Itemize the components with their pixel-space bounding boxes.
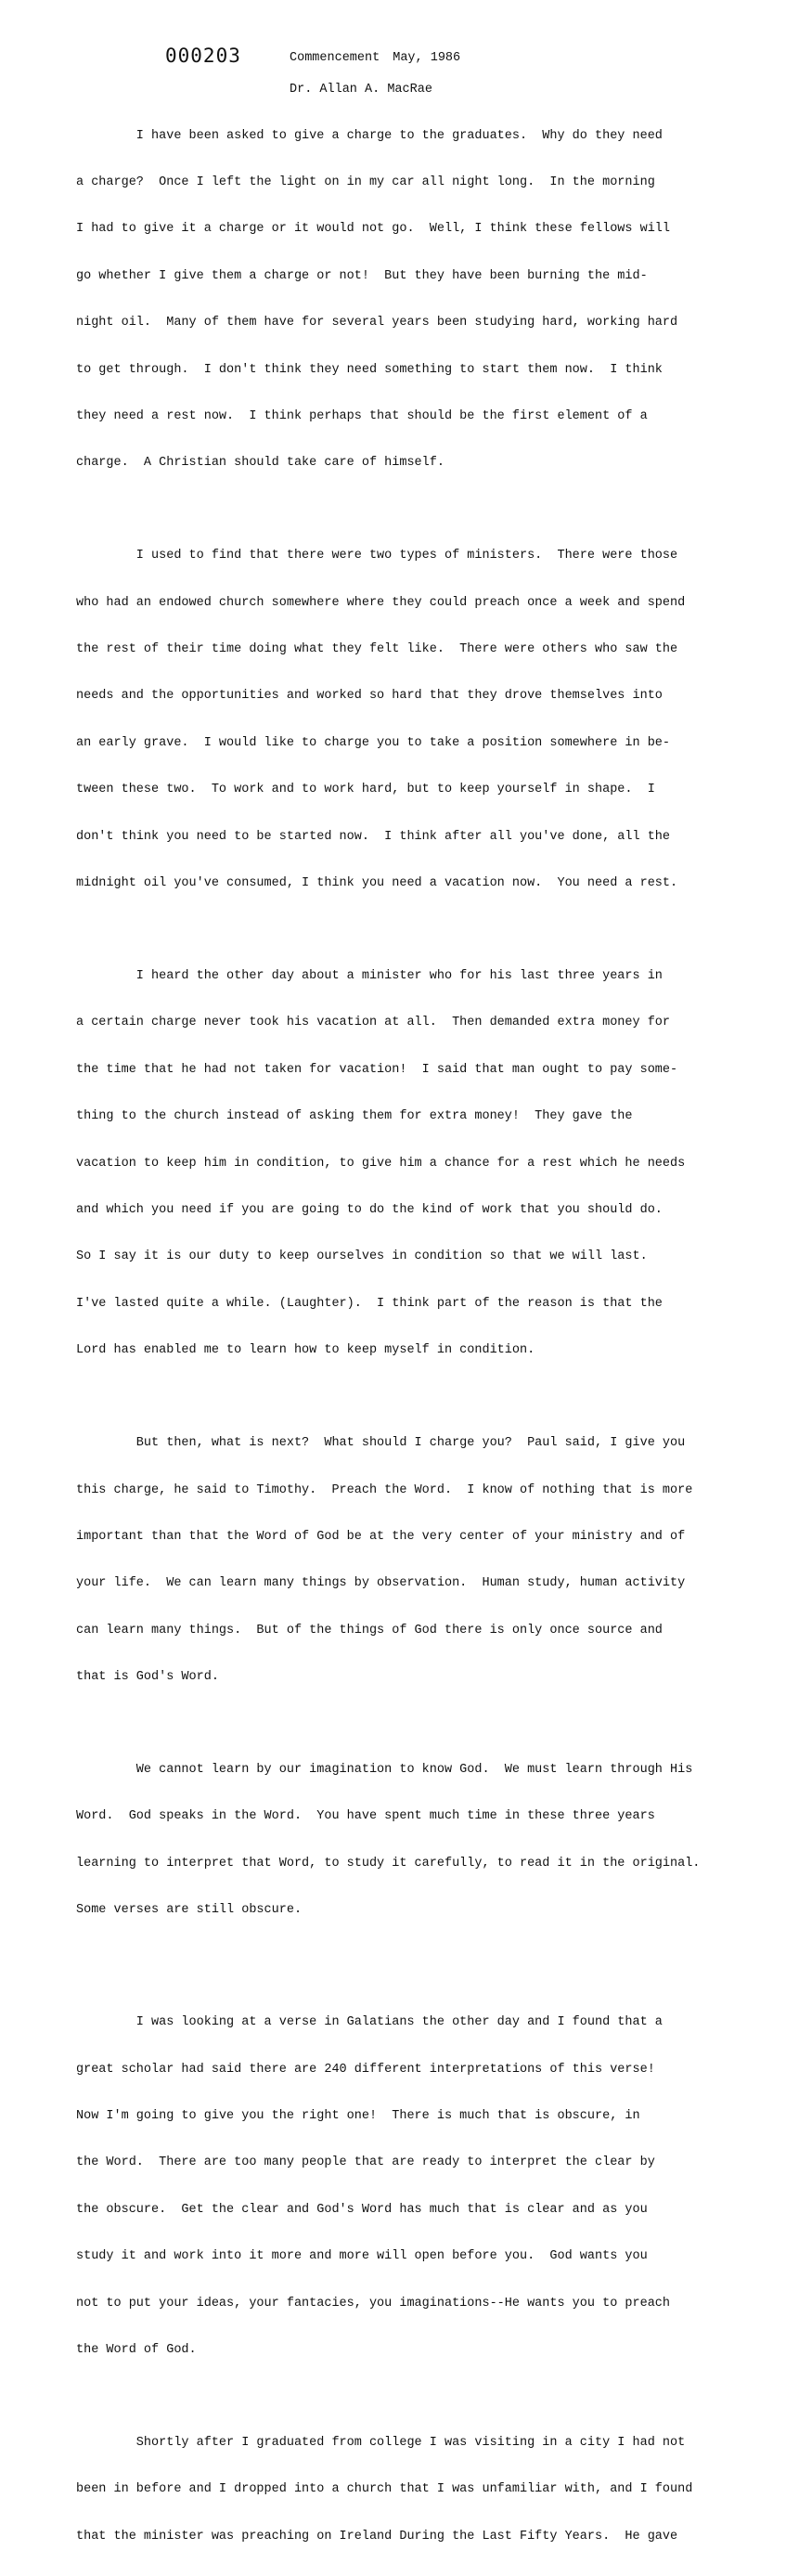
text-line: been in before and I dropped into a church that I was unfamiliar with, and I found (76, 2482, 693, 2497)
text-line: night oil. Many of them have for several years been studying hard, working hard (76, 316, 678, 330)
paragraph-spacer (76, 1950, 726, 1985)
title-text: Commencement (290, 51, 380, 65)
text-line: that the minister was preaching on Ireland During the Last Fifty Years. He gave (76, 2529, 678, 2544)
paragraph-spacer (76, 1391, 726, 1405)
text-line: who had an endowed church somewhere where they could preach once a week and spend (76, 595, 686, 610)
text-line: Word. God speaks in the Word. You have spent much time in these three years (76, 1809, 655, 1824)
paragraph-3 (76, 938, 726, 1390)
text-line: We cannot learn by our imagination to know God. We must learn through His (76, 1763, 693, 1778)
text-line: an early grave. I would like to charge you to take a position somewhere in be- (76, 735, 671, 750)
text-line: I used to find that there were two types of ministers. There were those (76, 549, 678, 563)
text-line: thing to the church instead of asking them for extra money! They gave the (76, 1109, 633, 1124)
document-body (76, 97, 726, 2576)
text-line: great scholar had said there are 240 different interpretations of this verse! (76, 2062, 655, 2077)
text-line: the rest of their time doing what they felt like. There were others who saw the (76, 642, 678, 657)
paragraph-1 (76, 97, 726, 503)
text-line: So I say it is our duty to keep ourselves in condition so that we will last. (76, 1249, 648, 1264)
text-line: learning to interpret that Word, to study it carefully, to read it in the original. (76, 1856, 701, 1871)
paragraph-6 (76, 1985, 726, 2390)
text-line: vacation to keep him in condition, to give him a chance for a rest which he needs (76, 1156, 686, 1171)
text-line: But then, what is next? What should I charge you? Paul said, I give you (76, 1436, 686, 1451)
text-line: a charge? Once I left the light on in my car all night long. In the morning (76, 175, 655, 189)
text-line: the obscure. Get the clear and God's Word has much that is clear and as you (76, 2202, 648, 2217)
document-title (290, 51, 460, 65)
text-line: the time that he had not taken for vacation! I said that man ought to pay some- (76, 1062, 678, 1077)
text-line: I have been asked to give a charge to the graduates. Why do they need (76, 128, 663, 143)
text-line: midnight oil you've consumed, I think you need a vacation now. You need a rest. (76, 876, 678, 891)
text-line: this charge, he said to Timothy. Preach the Word. I know of nothing that is more (76, 1482, 693, 1497)
text-line: to get through. I don't think they need something to start them now. I think (76, 362, 663, 377)
paragraph-4 (76, 1405, 726, 1717)
text-line: your life. We can learn many things by observation. Human study, human activity (76, 1576, 686, 1591)
text-line: the Word of God. (76, 2342, 197, 2357)
text-line: don't think you need to be started now. I think after all you've done, all the (76, 829, 671, 844)
text-line: that is God's Word. (76, 1670, 219, 1685)
text-line: Lord has enabled me to learn how to keep myself in condition. (76, 1343, 535, 1358)
paragraph-7 (76, 2404, 726, 2576)
paragraph-5 (76, 1731, 726, 1949)
document-number: 000203 (165, 45, 241, 67)
text-line: can learn many things. But of the things of God there is only once source and (76, 1623, 663, 1638)
title-date: May, 1986 (393, 51, 461, 65)
text-line: charge. A Christian should take care of himself. (76, 456, 445, 471)
text-line: Some verses are still obscure. (76, 1903, 303, 1918)
text-line: Shortly after I graduated from college I was visiting in a city I had not (76, 2435, 686, 2450)
paragraph-spacer (76, 503, 726, 518)
paragraph-spacer (76, 1716, 726, 1731)
text-line: and which you need if you are going to do the kind of work that you should do. (76, 1202, 663, 1217)
author-name: Dr. Allan A. MacRae (290, 83, 432, 97)
text-line: tween these two. To work and to work hard, but to keep yourself in shape. I (76, 783, 655, 797)
text-line: go whether I give them a charge or not! But they have been burning the mid- (76, 268, 648, 283)
paragraph-spacer (76, 923, 726, 938)
text-line: important than that the Word of God be at the very center of your ministry and of (76, 1529, 686, 1544)
paragraph-spacer (76, 2389, 726, 2404)
text-line: they need a rest now. I think perhaps that should be the first element of a (76, 408, 648, 423)
text-line: Now I'm going to give you the right one! There is much that is obscure, in (76, 2109, 640, 2124)
text-line: I was looking at a verse in Galatians the other day and I found that a (76, 2015, 663, 2030)
text-line: I had to give it a charge or it would not go. Well, I think these fellows will (76, 222, 671, 237)
paragraph-2 (76, 518, 726, 924)
text-line: a certain charge never took his vacation at all. Then demanded extra money for (76, 1016, 671, 1030)
text-line: I've lasted quite a while. (Laughter). I think part of the reason is that the (76, 1296, 663, 1311)
text-line: needs and the opportunities and worked so hard that they drove themselves into (76, 689, 663, 704)
text-line: study it and work into it more and more will open before you. God wants you (76, 2249, 648, 2264)
text-line: I heard the other day about a minister who for his last three years in (76, 969, 663, 984)
text-line: not to put your ideas, your fantacies, you imaginations--He wants you to preach (76, 2296, 671, 2311)
text-line: the Word. There are too many people that are ready to interpret the clear by (76, 2155, 655, 2170)
